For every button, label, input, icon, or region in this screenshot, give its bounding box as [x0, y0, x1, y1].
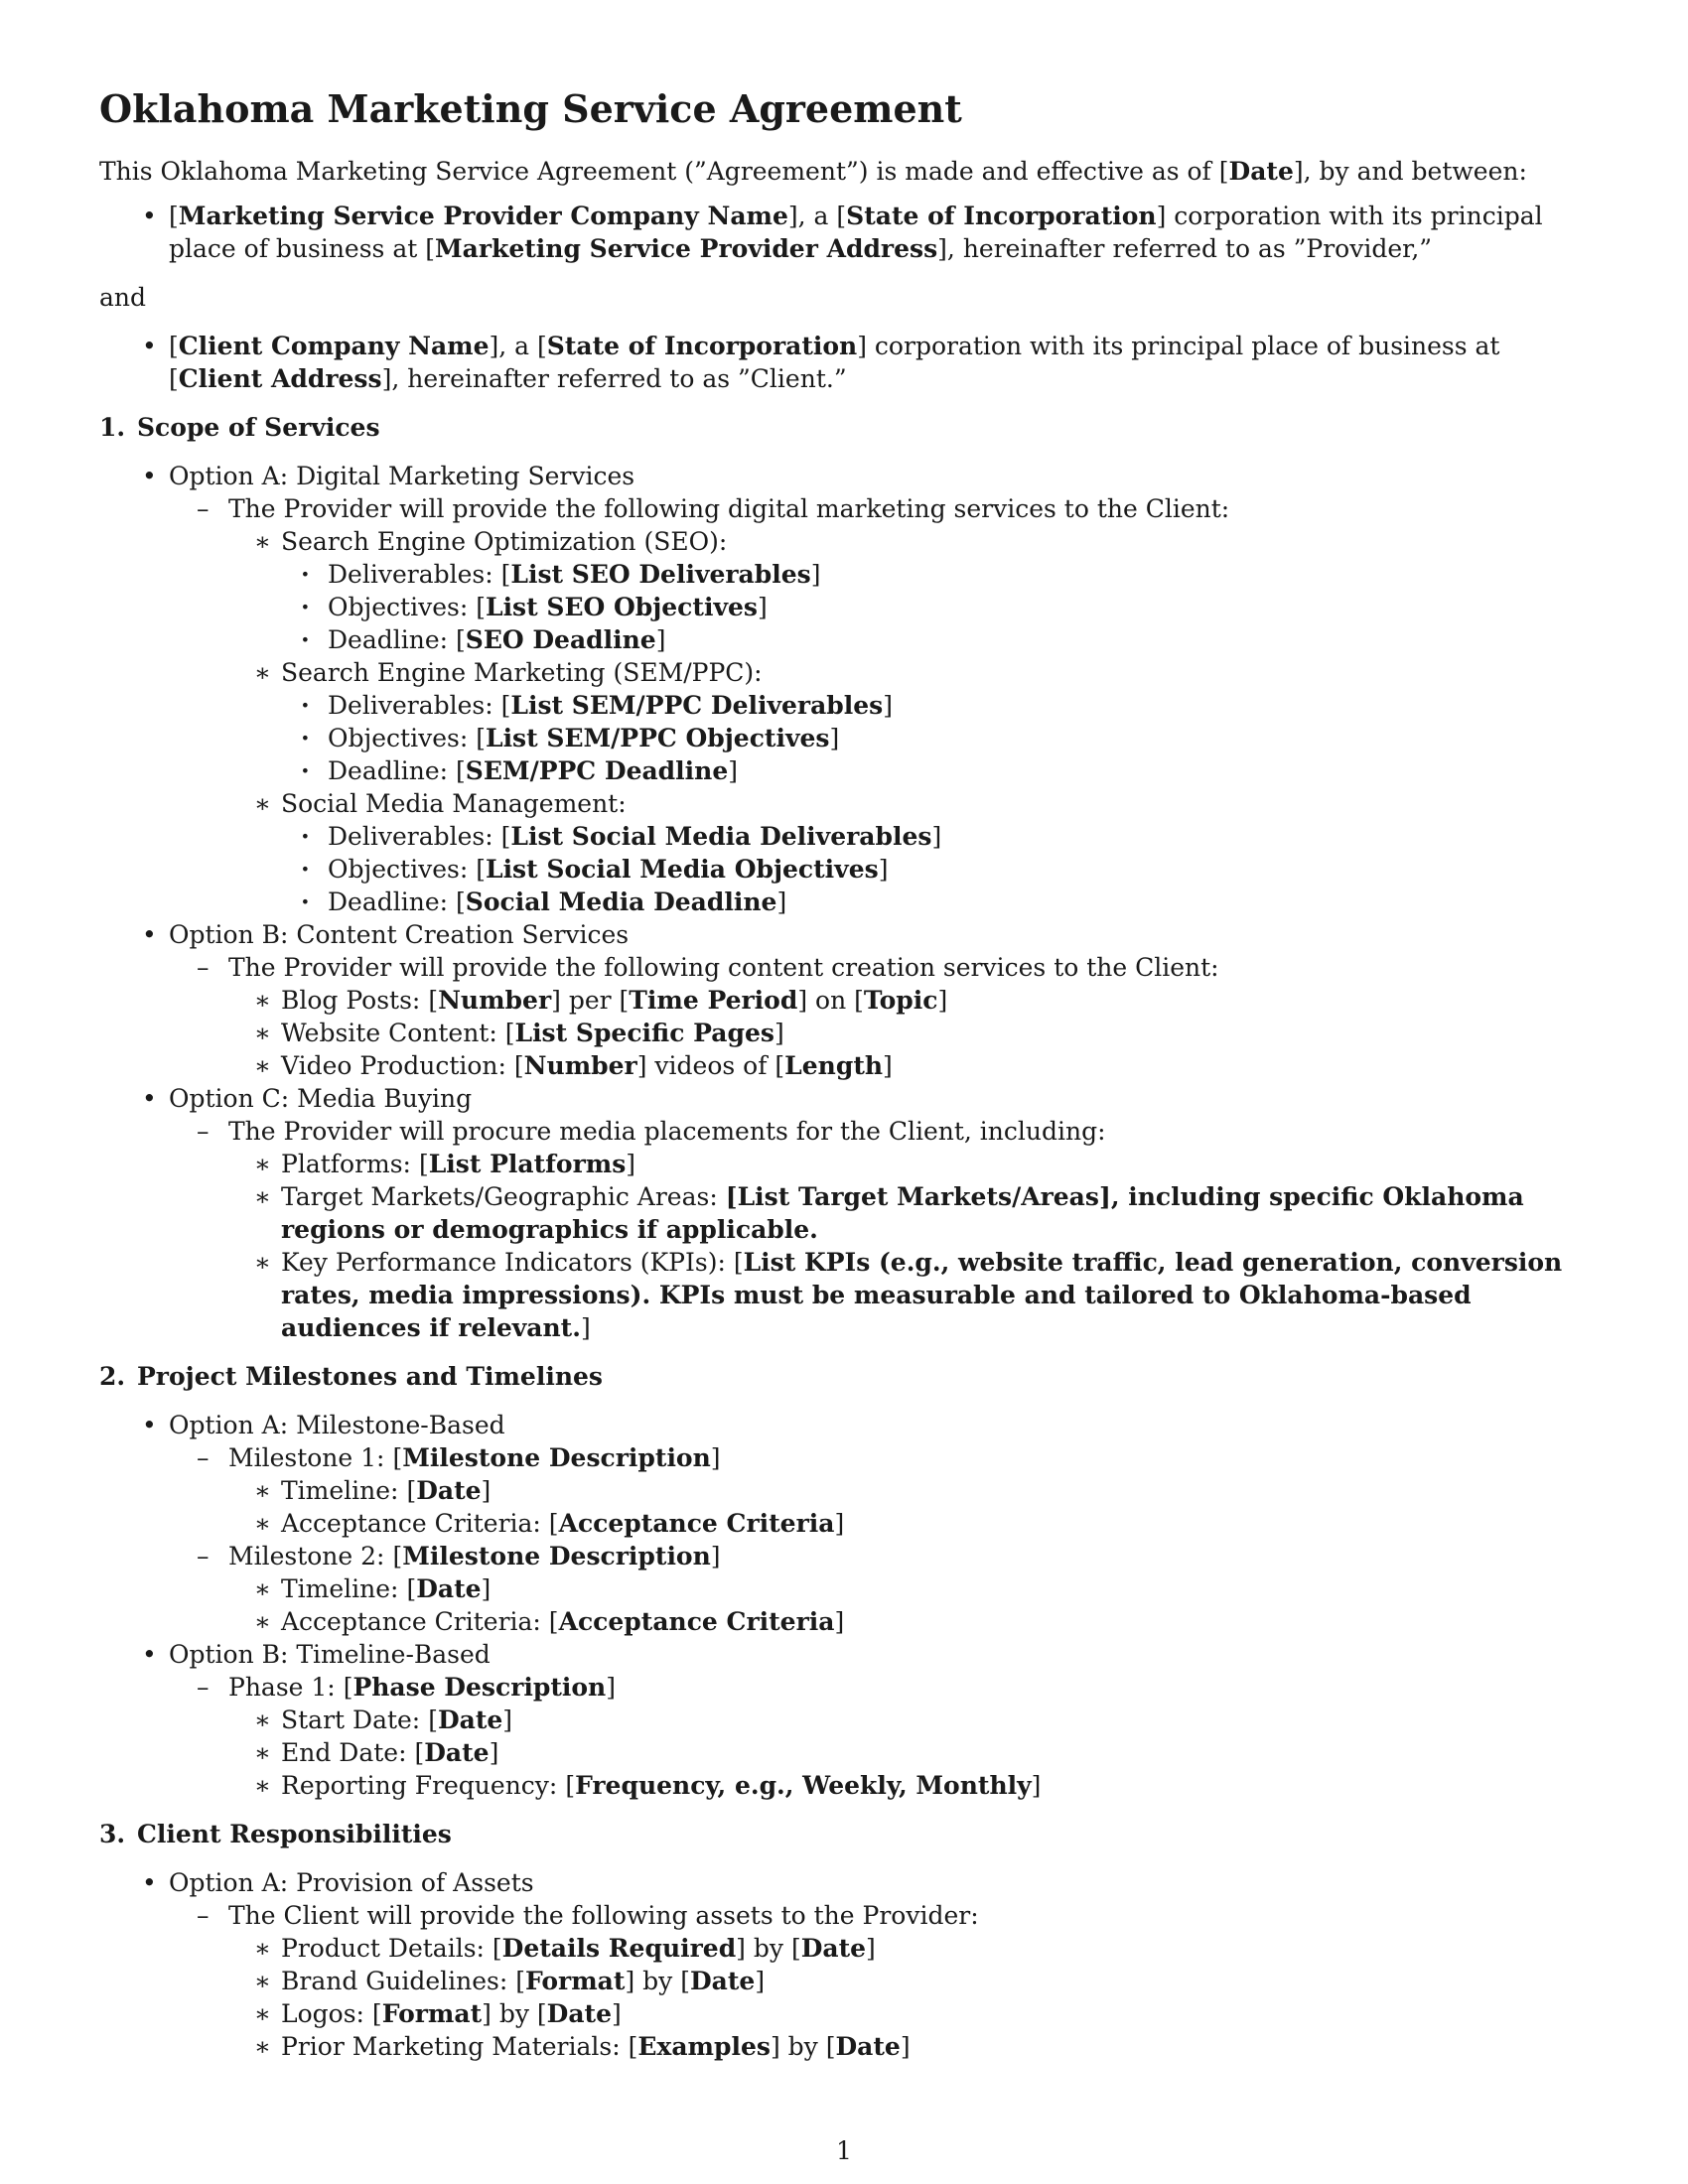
list-item: ∗ Social Media Management: [99, 787, 1589, 820]
section-heading-2: 2. Project Milestones and Timelines [99, 1362, 603, 1391]
document-page [99, 85, 1589, 2063]
list-item: ∗ Search Engine Marketing (SEM/PPC): [99, 656, 1589, 689]
list-item: – Milestone 1: [Milestone Description] [99, 1441, 1589, 1474]
intro-paragraph: This Oklahoma Marketing Service Agreement (”Agreement”) is made and effective as of [Date], by and between: [99, 157, 1527, 186]
list-item: · Deliverables: [List Social Media Deliverables] [99, 820, 1589, 853]
section-3-list [99, 1866, 1589, 2063]
list-item: · Deadline: [Social Media Deadline] [99, 886, 1589, 918]
client-party: • [Client Company Name], a [State of Incorporation] corporation with its principal place of business at [Client Address], hereinafter referred to as ”Client.” [99, 330, 1589, 395]
provider-name-placeholder: Marketing Service Provider Company Name [178, 202, 788, 230]
list-item: ∗ Reporting Frequency: [Frequency, e.g., Weekly, Monthly] [99, 1769, 1589, 1802]
list-item: · Deliverables: [List SEO Deliverables] [99, 558, 1589, 591]
list-item: ∗ Logos: [Format] by [Date] [99, 1997, 1589, 2030]
list-item: · Deadline: [SEM/PPC Deadline] [99, 754, 1589, 787]
document-title: Oklahoma Marketing Service Agreement [99, 86, 962, 131]
list-item: • Option B: Timeline-Based [99, 1638, 1589, 1671]
list-item: ∗ Website Content: [List Specific Pages] [99, 1017, 1589, 1049]
list-item: ∗ Timeline: [Date] [99, 1572, 1589, 1605]
list-item: – The Provider will procure media placements for the Client, including: [99, 1115, 1589, 1148]
section-2-list [99, 1409, 1589, 1802]
list-item: ∗ End Date: [Date] [99, 1736, 1589, 1769]
list-item: ∗ Acceptance Criteria: [Acceptance Criteria] [99, 1605, 1589, 1638]
list-item: ∗ Product Details: [Details Required] by [Date] [99, 1932, 1589, 1965]
list-item: · Deadline: [SEO Deadline] [99, 623, 1589, 656]
list-item: ∗ Blog Posts: [Number] per [Time Period] on [Topic] [99, 984, 1589, 1017]
list-item: ∗ Acceptance Criteria: [Acceptance Criteria] [99, 1507, 1589, 1540]
list-item: · Objectives: [List SEO Objectives] [99, 591, 1589, 623]
page-number: 1 [836, 2136, 852, 2165]
list-item: – The Provider will provide the following content creation services to the Client: [99, 951, 1589, 984]
list-item: ∗ Start Date: [Date] [99, 1704, 1589, 1736]
list-item: • Option A: Milestone-Based [99, 1409, 1589, 1441]
list-item: – The Provider will provide the following digital marketing services to the Client: [99, 492, 1589, 525]
list-item: • Option A: Provision of Assets [99, 1866, 1589, 1899]
and-connector: and [99, 283, 147, 312]
list-item: · Objectives: [List SEM/PPC Objectives] [99, 722, 1589, 754]
list-item: • Option A: Digital Marketing Services [99, 460, 1589, 492]
section-1-list [99, 460, 1589, 1344]
client-name-placeholder: Client Company Name [178, 332, 490, 360]
list-item: ∗ Video Production: [Number] videos of [Length] [99, 1049, 1589, 1082]
section-heading-3: 3. Client Responsibilities [99, 1820, 452, 1848]
list-item: – The Client will provide the following assets to the Provider: [99, 1899, 1589, 1932]
provider-party: • [Marketing Service Provider Company Name], a [State of Incorporation] corporation with its principal place of business at [Marketing Service Provider Address], hereinafter referred to as ”Provider,” [99, 200, 1589, 265]
list-item: ∗ Key Performance Indicators (KPIs): [List KPIs (e.g., website traffic, lead generation, conversion rates, media impressions). KPIs must be measurable and tailored to Oklahoma-based audiences if relevant.] [99, 1246, 1589, 1344]
list-item: – Phase 1: [Phase Description] [99, 1671, 1589, 1704]
list-item: · Objectives: [List Social Media Objectives] [99, 853, 1589, 886]
list-item: ∗ Platforms: [List Platforms] [99, 1148, 1589, 1180]
list-item: ∗ Prior Marketing Materials: [Examples] by [Date] [99, 2030, 1589, 2063]
section-heading-1: 1. Scope of Services [99, 413, 380, 442]
list-item: – Milestone 2: [Milestone Description] [99, 1540, 1589, 1572]
effective-date-placeholder: Date [1228, 157, 1294, 186]
list-item: ∗ Timeline: [Date] [99, 1474, 1589, 1507]
list-item: • Option C: Media Buying [99, 1082, 1589, 1115]
list-item: ∗ Search Engine Optimization (SEO): [99, 525, 1589, 558]
list-item: · Deliverables: [List SEM/PPC Deliverables] [99, 689, 1589, 722]
list-item: ∗ Brand Guidelines: [Format] by [Date] [99, 1965, 1589, 1997]
list-item: • Option B: Content Creation Services [99, 918, 1589, 951]
list-item: ∗ Target Markets/Geographic Areas: [List Target Markets/Areas], including specific Oklahoma regions or demographics if applicable. [99, 1180, 1589, 1246]
